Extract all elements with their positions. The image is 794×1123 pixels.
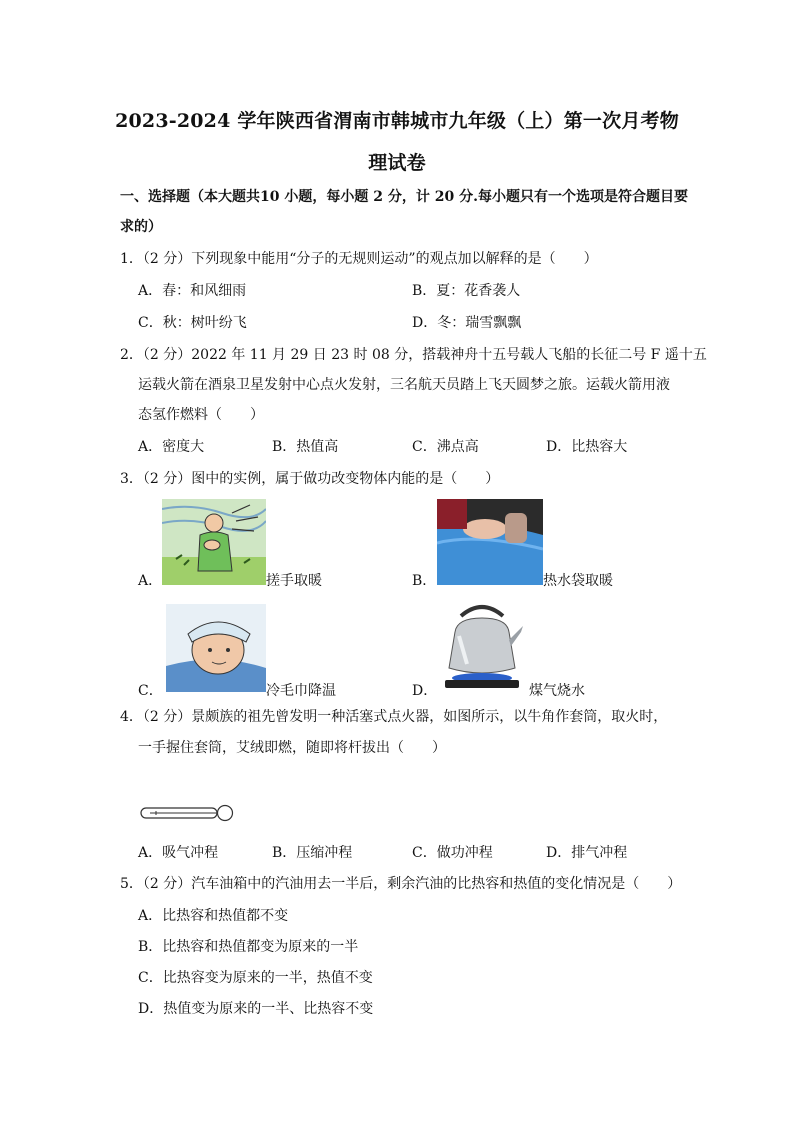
q1-option-a: A．春：和风细雨	[138, 283, 247, 299]
q3-option-d-letter: D．	[412, 683, 438, 699]
q2-option-c: C．沸点高	[412, 439, 479, 455]
q2-option-b: B．热值高	[272, 439, 339, 455]
piston-igniter-diagram	[140, 801, 236, 825]
q1-option-c: C．秋：树叶纷飞	[138, 315, 247, 331]
hot-water-bag-image	[437, 499, 543, 585]
q1-option-d: D．冬：瑞雪飘飘	[412, 315, 522, 331]
q2-stem-line3: 态氢作燃料（ ）	[138, 407, 264, 423]
exam-title-line2: 理试卷	[368, 152, 426, 174]
section-heading-line2: 求的）	[120, 219, 162, 235]
q2-stem-line2: 运载火箭在酒泉卫星发射中心点火发射，三名航天员踏上飞天圆梦之旅。运载火箭用液	[138, 377, 670, 393]
q2-option-a: A．密度大	[138, 439, 205, 455]
q5-option-d: D．热值变为原来的一半、比热容不变	[138, 1001, 374, 1017]
q1-stem: 1．（2 分）下列现象中能用“分子的无规则运动”的观点加以解释的是（ ）	[120, 251, 598, 267]
q4-stem-line2: 一手握住套筒，艾绒即燃，随即将杆拔出（ ）	[138, 740, 446, 756]
q4-option-c: C．做功冲程	[412, 845, 493, 861]
kettle-image	[437, 596, 527, 692]
q5-option-c: C．比热容变为原来的一半，热值不变	[138, 970, 373, 986]
q2-stem-line1: 2．（2 分）2022 年 11 月 29 日 23 时 08 分，搭载神舟十五号载人飞船的长征二号 F 遥十五	[120, 347, 707, 363]
q4-option-a: A．吸气冲程	[138, 845, 219, 861]
q3-option-b-letter: B．	[412, 573, 437, 589]
q3-option-a-letter: A．	[138, 573, 163, 589]
q3-option-d-label: 煤气烧水	[529, 683, 585, 699]
q5-stem: 5．（2 分）汽车油箱中的汽油用去一半后，剩余汽油的比热容和热值的变化情况是（ ）	[120, 876, 682, 892]
q3-option-c-letter: C．	[138, 683, 163, 699]
q3-option-a-label: 搓手取暖	[266, 573, 322, 589]
q3-option-c-label: 冷毛巾降温	[266, 683, 336, 699]
q3-stem: 3．（2 分）图中的实例，属于做功改变物体内能的是（ ）	[120, 471, 500, 487]
exam-title-line1: 2023-2024 学年陕西省渭南市韩城市九年级（上）第一次月考物	[115, 110, 679, 132]
q3-option-b-label: 热水袋取暖	[543, 573, 613, 589]
q2-option-d: D．比热容大	[546, 439, 628, 455]
cold-towel-image	[166, 604, 266, 692]
q4-stem-line1: 4．（2 分）景颇族的祖先曾发明一种活塞式点火器，如图所示，以牛角作套筒，取火时，	[120, 709, 668, 725]
q4-option-b: B．压缩冲程	[272, 845, 353, 861]
rubbing-hands-image	[162, 499, 266, 585]
q5-option-a: A．比热容和热值都不变	[138, 908, 289, 924]
q5-option-b: B．比热容和热值都变为原来的一半	[138, 939, 359, 955]
q4-option-d: D．排气冲程	[546, 845, 628, 861]
q1-option-b: B．夏：花香袭人	[412, 283, 521, 299]
section-heading-line1: 一、选择题（本大题共10 小题，每小题 2 分，计 20 分.每小题只有一个选项是符合题目要	[120, 189, 688, 205]
